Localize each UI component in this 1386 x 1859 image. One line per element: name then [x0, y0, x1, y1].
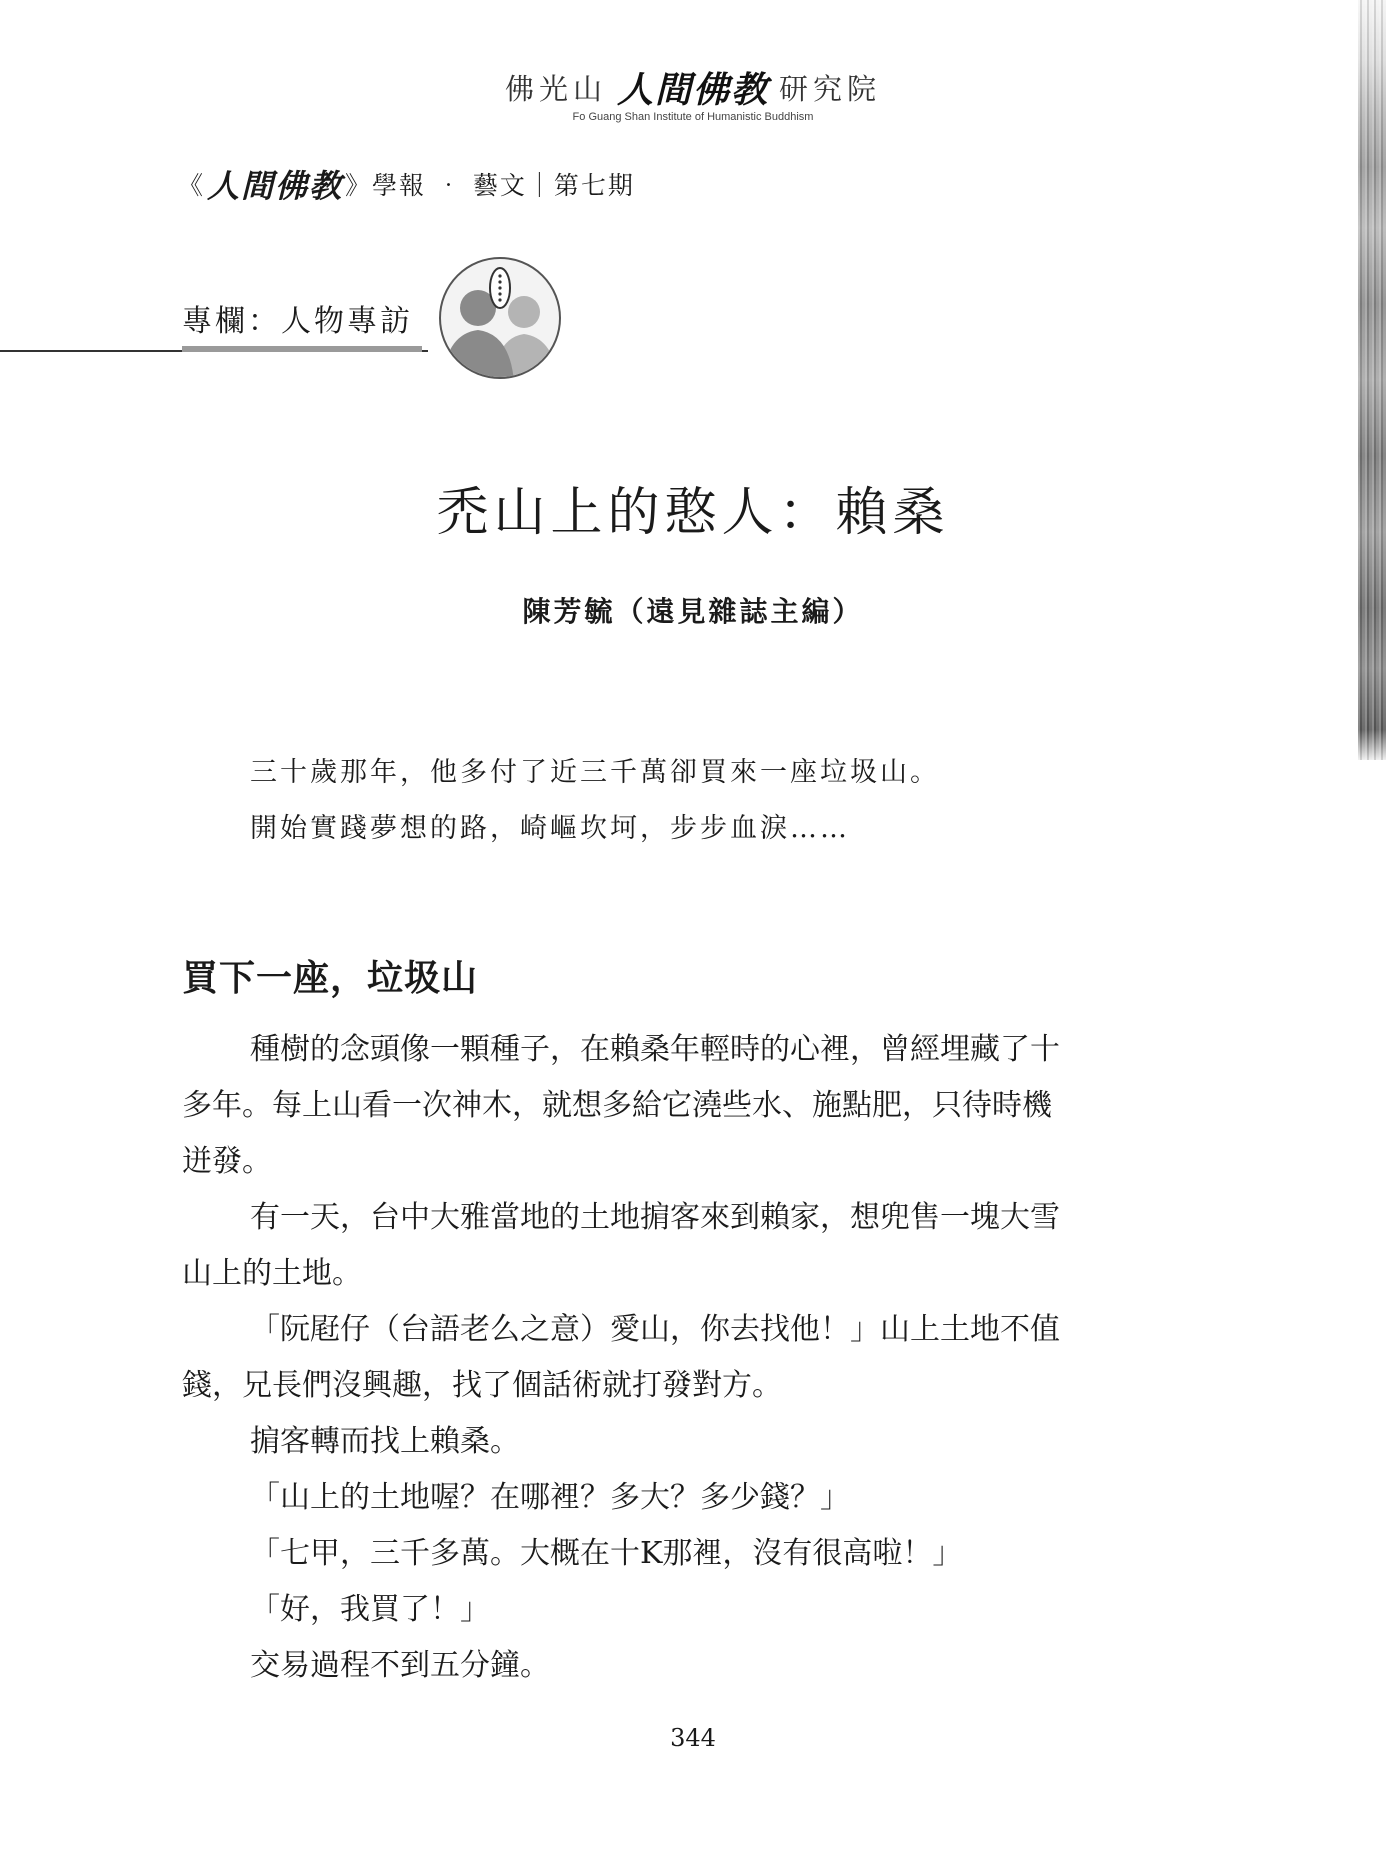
body-line: 「七甲，三千多萬。大概在十K那裡，沒有很高啦！」: [250, 1536, 963, 1571]
body-line: 「阮屘仔（台語老么之意）愛山，你去找他！」山上土地不值: [250, 1312, 1060, 1347]
interview-icon: [436, 254, 564, 382]
intro-line: 三十歲那年，他多付了近三千萬卻買來一座垃圾山。: [250, 757, 940, 788]
column-rule-accent: [182, 346, 422, 352]
body-line: 多年。每上山看一次神木，就想多給它澆些水、施點肥，只待時機: [182, 1088, 1052, 1123]
column-label: 專欄：人物專訪: [182, 304, 413, 339]
body-line: 「山上的土地喔？在哪裡？多大？多少錢？」: [250, 1480, 850, 1515]
institute-suffix: 研究院: [779, 71, 882, 106]
institute-prefix: 佛光山: [504, 71, 607, 106]
intro-line: 開始實踐夢想的路，崎嶇坎坷，步步血淚……: [250, 813, 850, 844]
journal-open-bracket: 《: [178, 171, 206, 200]
body-line: 有一天，台中大雅當地的土地掮客來到賴家，想兜售一塊大雪: [250, 1200, 1060, 1235]
body-line: 迸發。: [182, 1144, 272, 1179]
body-line: 錢，兄長們沒興趣，找了個話術就打發對方。: [182, 1368, 782, 1403]
body-line: 山上的土地。: [182, 1256, 362, 1291]
section-heading: 買下一座，垃圾山: [182, 957, 479, 999]
article-author: 陳芳毓（遠見雜誌主編）: [522, 595, 864, 628]
journal-header: [178, 164, 635, 204]
body-line: 種樹的念頭像一顆種子，在賴桑年輕時的心裡，曾經埋藏了十: [250, 1032, 1060, 1067]
body-line: 交易過程不到五分鐘。: [250, 1648, 550, 1683]
body-line: 掮客轉而找上賴桑。: [250, 1424, 520, 1459]
journal-issue: 》學報 ‧ 藝文｜第七期: [345, 171, 635, 200]
page-number: 344: [670, 1724, 716, 1752]
institute-english-name: Fo Guang Shan Institute of Humanistic Buddhism: [572, 111, 814, 123]
body-line: 「好，我買了！」: [250, 1592, 490, 1627]
journal-brand: 人間佛教: [207, 167, 344, 205]
article-title: 禿山上的憨人：賴桑: [436, 483, 950, 543]
institute-brand: 人間佛教: [616, 68, 769, 111]
institute-header: [0, 62, 1386, 112]
